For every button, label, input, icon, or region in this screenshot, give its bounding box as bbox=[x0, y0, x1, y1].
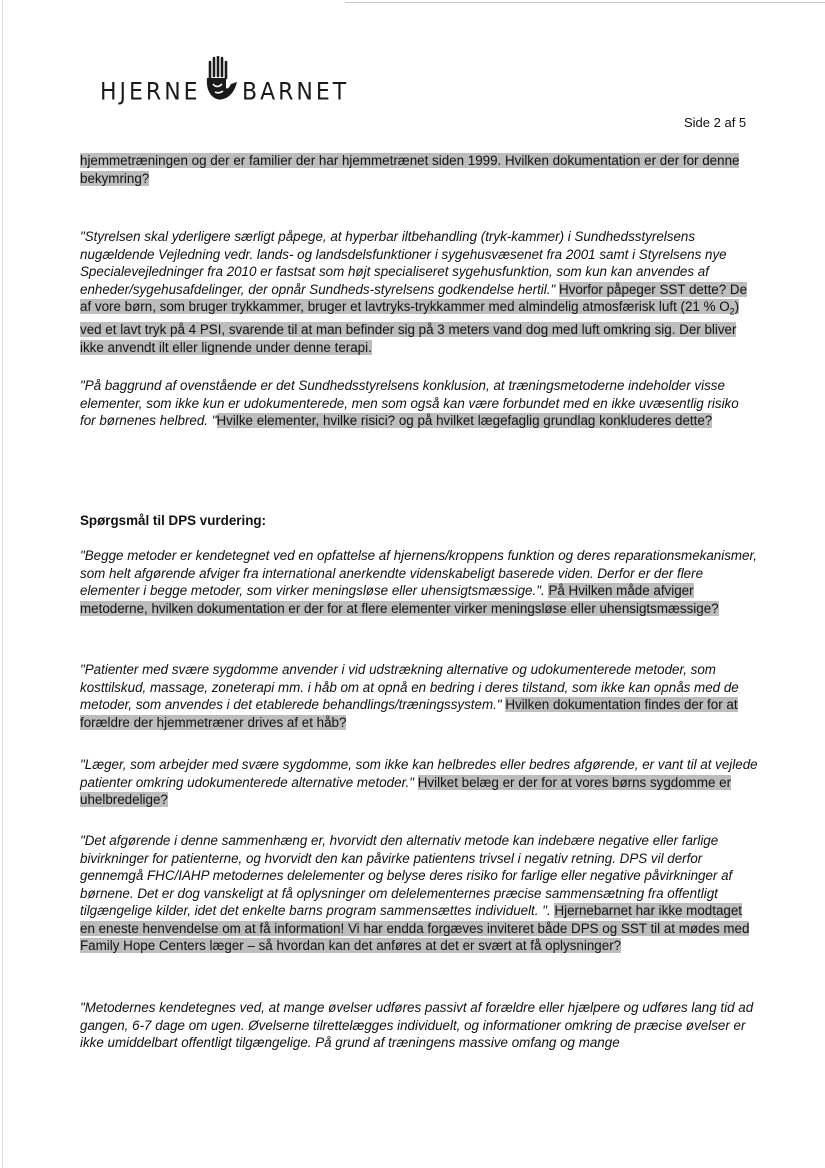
scan-border-top bbox=[345, 2, 825, 3]
scan-border-left bbox=[2, 0, 3, 1168]
logo-text-right: BARNET bbox=[242, 78, 350, 107]
highlighted-question: Hvilken dokumentation findes der for at forældre der hjemmetræner drives af et håb? bbox=[80, 697, 738, 730]
logo-text-left: HJERNE bbox=[100, 78, 201, 107]
highlighted-question: Hvorfor påpeger SST dette? De af vore børn, som bruger trykkammer, bruger et lavtryks-trykkammer med almindelig atmosfærisk luft (21 % $O_2$) ved et lavt tryk på 4 PSI, svarende til at man befinder sig på 3 meters vand dog med luft omkring sig. Der bliver ikke anvendt ilt eller lignende under denne terapi. bbox=[80, 281, 748, 355]
quote-text: "Begge metoder er kendetegnet ved en opfattelse af hjernens/kroppens funktion og deres reparationsmekanismer, som helt afgørende afviger fra international anerkendte videnskabeligt baserede viden. Derfor er der flere elementer i begge metoder, som virker meningsløse eller uhensigtsmæssige.". bbox=[80, 548, 757, 598]
highlighted-question: hjemmetræningen og der er familier der har hjemmetrænet siden 1999. Hvilken dokumentation er der for denne bekymring? bbox=[80, 153, 740, 186]
paragraph-3 bbox=[80, 377, 758, 430]
quote-text: "Metodernes kendetegnes ved, at mange øvelser udføres passivt af forældre eller hjælpere og udføres lang tid ad gangen, 6-7 dage om ugen. Øvelserne tilrettelægges individuelt, og informationer omkring de præcise øvelser er ikke umiddelbart offentligt tilgængelige. På grund af træningens massive omfang og mange bbox=[80, 1000, 754, 1050]
paragraph-1 bbox=[80, 152, 758, 187]
hand-icon bbox=[204, 56, 240, 106]
paragraph-5 bbox=[80, 661, 758, 731]
highlighted-question: Hvilket belæg er der for at vores børns sygdomme er uhelbredelige? bbox=[80, 774, 732, 807]
quote-text: "På baggrund af ovenstående er det Sundhedsstyrelsens konklusion, at træningsmetoderne indeholder visse elementer, som ikke kun er udokumenterede, men som også kan være forbundet med en ikke uvæsentlig risiko for børnenes helbred. " bbox=[80, 378, 739, 428]
paragraph-8 bbox=[80, 999, 758, 1052]
page-number: Side 2 af 5 bbox=[684, 115, 747, 130]
highlighted-question: Hjernebarnet har ikke modtaget en eneste henvendelse om at få information! Vi har endda forgæves inviteret både DPS og SST til at mødes med Family Hope Centers læger – så hvordan kan det anføres at det er svært at få oplysninger? bbox=[80, 903, 750, 953]
highlighted-question: Hvilke elementer, hvilke risici? og på hvilket lægefaglig grundlag konkluderes dette? bbox=[216, 413, 713, 428]
logo bbox=[100, 56, 350, 112]
quote-text: "Patienter med svære sygdomme anvender i vid udstrækning alternative og udokumenterede metoder, som kosttilskud, massage, zoneterapi mm. i håb om at opnå en bedring i deres tilstand, som ikke kan opnås med de metoder, som anvendes i det etablerede behandlings/træningssystem." bbox=[80, 662, 739, 712]
paragraph-7 bbox=[80, 832, 758, 955]
paragraph-2 bbox=[80, 228, 758, 356]
quote-text: "Det afgørende i denne sammenhæng er, hvorvidt den alternativ metode kan indebære negative eller farlige bivirkninger for patienterne, og hvorvidt den kan påvirke patientens trivsel i negativ retning. DPS vil derfor gennemgå FHC/IAHP metodernes delelementer og belyse deres risiko for farlige eller negative påvirkninger af børnene. Det er dog vanskeligt at få oplysninger om delelementernes præcise sammensætning fra offentligt tilgængelige kilder, idet det enkelte barns program sammensættes individuelt. ". bbox=[80, 833, 733, 918]
section-heading: Spørgsmål til DPS vurdering: bbox=[80, 513, 267, 528]
paragraph-4 bbox=[80, 547, 758, 617]
paragraph-6 bbox=[80, 756, 758, 809]
highlighted-question: På Hvilken måde afviger metoderne, hvilken dokumentation er der for at flere elementer virker meningsløse eller uhensigtsmæssige? bbox=[80, 583, 719, 616]
quote-text: "Styrelsen skal yderligere særligt påpege, at hyperbar iltbehandling (tryk-kammer) i Sundhedsstyrelsens nugældende Vejledning vedr. lands- og landsdelsfunktioner i sygehusvæsenet fra 2001 samt i Styrelsens nye Specialevejledninger fra 2010 er fastsat som højt specialiseret sygehusfunktion, som kun kan anvendes af enheder/sygehusafdelinger, der opnår Sundheds-styrelsens godkendelse hertil." bbox=[80, 229, 727, 297]
quote-text: "Læger, som arbejder med svære sygdomme, som ikke kan helbredes eller bedres afgørende, er vant til at vejlede patienter omkring udokumenterede alternative metoder." bbox=[80, 757, 758, 790]
